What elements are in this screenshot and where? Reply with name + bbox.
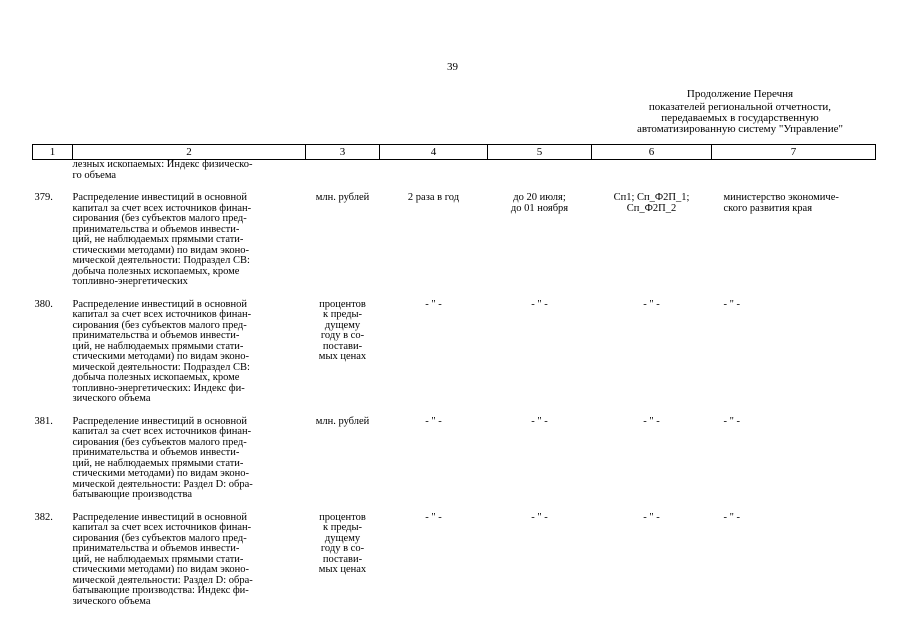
- form: [592, 160, 712, 182]
- indicator-name-line: Распределение инвестиций в основной: [72, 415, 247, 427]
- form: [592, 193, 712, 288]
- deadline-line: - " -: [531, 511, 548, 523]
- continuation-subtitle-line: показателей региональной отчетности,: [648, 101, 832, 113]
- indicator-name-line: го объема: [72, 169, 117, 181]
- responsible: [712, 160, 876, 182]
- indicator-name-line: ций, не наблюдаемых прямыми стати-: [72, 553, 244, 565]
- form-line: Сп1; Сп_Ф2П_1;: [613, 192, 690, 203]
- indicator-name-line: батывающие производства: [72, 489, 192, 500]
- table-row: [33, 193, 876, 288]
- indicator-name-line: сирования (без субъектов малого пред-: [72, 319, 247, 331]
- row-number: 382.: [34, 511, 53, 523]
- continuation-subtitle-line: передаваемых в государственную: [661, 112, 819, 124]
- indicator-name-line: зического объема: [72, 595, 151, 607]
- table-row: [33, 513, 876, 608]
- indicator-name-line: мической деятельности: Подраздел СВ:: [72, 255, 250, 266]
- form-line: - " -: [643, 511, 660, 523]
- deadline: [488, 193, 592, 288]
- indicator-name-line: стическими методами) по видам эконо-: [72, 468, 249, 479]
- deadline-line: до 01 ноября: [510, 202, 569, 214]
- indicator-name: [73, 513, 306, 608]
- continuation-subtitle-line: автоматизированную систему "Управление": [636, 123, 844, 135]
- unit-line: процентов: [319, 298, 366, 310]
- unit: [306, 160, 380, 182]
- unit-line: дущему: [324, 319, 361, 331]
- indicator-name-line: мической деятельности: Подраздел СВ:: [72, 361, 250, 373]
- indicator-name-line: мической деятельности: Раздел D: обра-: [72, 574, 253, 586]
- indicator-name-line: сирования (без субъектов малого пред-: [72, 436, 247, 448]
- unit: [306, 417, 380, 501]
- unit-line: году в со-: [320, 543, 365, 554]
- row-number: 379.: [34, 192, 53, 203]
- carryover-row: [33, 160, 876, 182]
- form: [592, 417, 712, 501]
- column-header-2: 2: [73, 145, 306, 160]
- row-spacer: [33, 405, 876, 417]
- responsible-line: ского развития края: [723, 202, 813, 214]
- deadline-line: до 20 июля;: [513, 192, 566, 203]
- indicator-name-line: добыча полезных ископаемых, кроме: [72, 372, 240, 383]
- unit-line: постави-: [322, 553, 363, 565]
- continuation-header: [610, 89, 870, 135]
- indicator-name-line: стическими методами) по видам эконо-: [72, 244, 249, 256]
- indicator-name-line: капитал за счет всех источников финан-: [72, 426, 252, 437]
- table-row: [33, 417, 876, 501]
- period-line: - " -: [425, 298, 442, 310]
- row-spacer-cell: [33, 501, 876, 513]
- row-spacer-cell: [33, 405, 876, 417]
- indicator-name-line: сирования (без субъектов малого пред-: [72, 532, 247, 544]
- row-spacer-cell: [33, 288, 876, 300]
- unit: [306, 193, 380, 288]
- unit-line: мых ценах: [318, 564, 367, 575]
- unit-line: мых ценах: [318, 351, 367, 362]
- indicator-name-line: принимательства и объемов инвести-: [72, 330, 240, 341]
- indicator-name-line: стическими методами) по видам эконо-: [72, 564, 249, 575]
- responsible: [712, 300, 876, 405]
- indicators-table: [32, 144, 876, 607]
- row-spacer: [33, 288, 876, 300]
- period: [380, 160, 488, 182]
- responsible-line: - " -: [723, 415, 741, 427]
- indicator-name-line: капитал за счет всех источников финан-: [72, 309, 252, 320]
- column-header-6: 6: [592, 145, 712, 160]
- table-row: [33, 300, 876, 405]
- unit-line: дущему: [324, 532, 361, 544]
- form: [592, 513, 712, 608]
- row-spacer: [33, 501, 876, 513]
- unit: [306, 300, 380, 405]
- form-line: Сп_Ф2П_2: [626, 202, 677, 214]
- indicator-name-line: Распределение инвестиций в основной: [72, 511, 247, 523]
- indicator-name: [73, 300, 306, 405]
- period-line: - " -: [425, 415, 442, 427]
- indicator-name-line: добыча полезных ископаемых, кроме: [72, 265, 240, 277]
- responsible-line: - " -: [723, 511, 741, 523]
- continuation-subtitle: [610, 102, 870, 135]
- indicator-name: [73, 160, 306, 182]
- column-header-7: 7: [712, 145, 876, 160]
- indicator-name-line: ций, не наблюдаемых прямыми стати-: [72, 340, 244, 352]
- continuation-title: Продолжение Перечня: [686, 88, 794, 100]
- indicator-name-line: лезных ископаемых: Индекс физическо-: [72, 159, 253, 170]
- indicator-name-line: капитал за счет всех источников финан-: [72, 522, 252, 533]
- indicator-name-line: мической деятельности: Раздел D: обра-: [72, 478, 253, 490]
- responsible: [712, 513, 876, 608]
- row-number: 381.: [34, 415, 53, 427]
- table-body: [33, 160, 876, 608]
- indicator-name: [73, 417, 306, 501]
- unit-line: млн. рублей: [315, 192, 370, 203]
- indicator-name-line: принимательства и объемов инвести-: [72, 543, 240, 554]
- column-number-row: [33, 145, 876, 160]
- column-header-3: 3: [306, 145, 380, 160]
- indicator-name-line: принимательства и объемов инвести-: [72, 223, 240, 235]
- unit-line: к преды-: [322, 522, 362, 533]
- deadline: [488, 300, 592, 405]
- indicator-name-line: капитал за счет всех источников финан-: [72, 202, 252, 214]
- period: [380, 300, 488, 405]
- responsible-line: - " -: [723, 298, 741, 310]
- period: [380, 417, 488, 501]
- column-header-4: 4: [380, 145, 488, 160]
- indicator-name-line: топливно-энергетических: Индекс фи-: [72, 382, 245, 394]
- responsible: [712, 417, 876, 501]
- period: [380, 513, 488, 608]
- indicator-name-line: сирования (без субъектов малого пред-: [72, 213, 247, 224]
- period-line: 2 раза в год: [407, 192, 460, 203]
- column-header-1: 1: [33, 145, 73, 160]
- row-number: 380.: [34, 298, 53, 310]
- deadline-line: - " -: [531, 298, 548, 310]
- unit-line: к преды-: [322, 309, 362, 320]
- page-number: 39: [447, 61, 458, 73]
- unit-line: млн. рублей: [315, 415, 370, 427]
- period-line: - " -: [425, 511, 442, 523]
- form: [592, 300, 712, 405]
- table-header: [33, 145, 876, 160]
- column-header-5: 5: [488, 145, 592, 160]
- responsible: [712, 193, 876, 288]
- indicator-name-line: зического объема: [72, 393, 151, 404]
- deadline-line: - " -: [531, 415, 548, 427]
- period: [380, 193, 488, 288]
- deadline: [488, 513, 592, 608]
- deadline: [488, 160, 592, 182]
- unit: [306, 513, 380, 608]
- indicator-name-line: ций, не наблюдаемых прямыми стати-: [72, 234, 244, 245]
- indicator-name: [73, 193, 306, 288]
- row-number: [33, 160, 73, 182]
- indicator-name-line: принимательства и объемов инвести-: [72, 447, 240, 458]
- indicator-name-line: топливно-энергетических: [72, 276, 188, 287]
- indicator-name-line: ций, не наблюдаемых прямыми стати-: [72, 457, 244, 469]
- indicator-name-line: Распределение инвестиций в основной: [72, 298, 247, 310]
- unit-line: процентов: [319, 511, 366, 523]
- responsible-line: министерство экономиче-: [723, 192, 839, 203]
- form-line: - " -: [643, 415, 660, 427]
- indicator-name-line: Распределение инвестиций в основной: [72, 192, 247, 203]
- indicator-name-line: батывающие производства: Индекс фи-: [72, 585, 249, 596]
- form-line: - " -: [643, 298, 660, 310]
- deadline: [488, 417, 592, 501]
- unit-line: постави-: [322, 340, 363, 352]
- unit-line: году в со-: [320, 330, 365, 341]
- indicator-name-line: стическими методами) по видам эконо-: [72, 351, 249, 362]
